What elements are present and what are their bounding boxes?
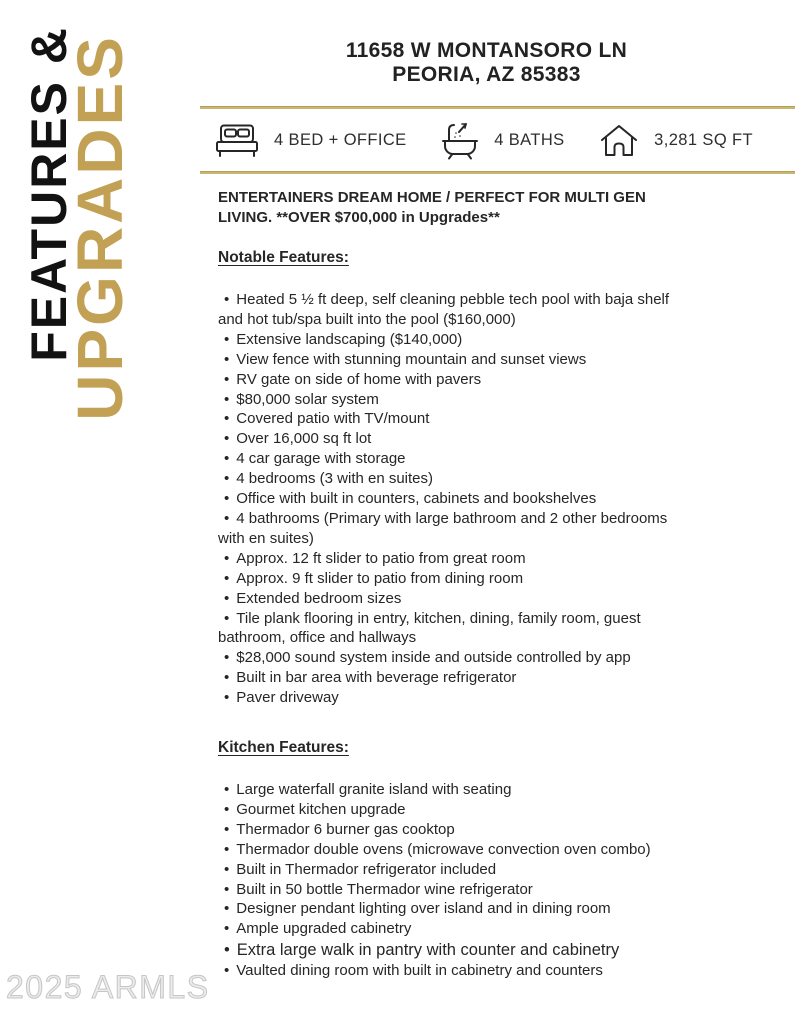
address-city: PEORIA, AZ 85383 (392, 63, 581, 86)
kitchen-features-heading: Kitchen Features: (218, 739, 349, 757)
intro-headline: ENTERTAINERS DREAM HOME / PERFECT FOR MULTI GEN LIVING. **OVER $700,000 in Upgrades** (218, 189, 646, 226)
feature-item: • $80,000 solar system (218, 390, 683, 410)
feature-item: • Approx. 9 ft slider to patio from dining room (218, 569, 683, 589)
feature-item: • Designer pendant lighting over island and in dining room (218, 899, 683, 919)
stat-baths-label: 4 BATHS (494, 130, 565, 149)
property-address (200, 0, 795, 87)
section-kitchen-features (218, 738, 683, 981)
stat-beds-label: 4 BED + OFFICE (274, 130, 407, 149)
stats-row (200, 109, 795, 171)
feature-item: • Office with built in counters, cabinets and bookshelves (218, 489, 683, 509)
notable-features-list (218, 290, 683, 708)
feature-item: • Covered patio with TV/mount (218, 409, 683, 429)
feature-item: • Thermador double ovens (microwave convection oven combo) (218, 840, 683, 860)
feature-item: • Extensive landscaping ($140,000) (218, 330, 683, 350)
feature-item: • Built in Thermador refrigerator included (218, 860, 683, 880)
feature-item: • Extended bedroom sizes (218, 589, 683, 609)
stat-baths (441, 120, 564, 160)
feature-item: • Heated 5 ½ ft deep, self cleaning pebble tech pool with baja shelf and hot tub/spa built into the pool ($160,000) (218, 290, 683, 330)
feature-item: • 4 bedrooms (3 with en suites) (218, 469, 683, 489)
feature-item: • Thermador 6 burner gas cooktop (218, 820, 683, 840)
feature-item: • Built in bar area with beverage refrigerator (218, 668, 683, 688)
feature-item: • Approx. 12 ft slider to patio from great room (218, 549, 683, 569)
feature-item: • Ample upgraded cabinetry (218, 919, 683, 939)
feature-item: • 4 bathrooms (Primary with large bathroom and 2 other bedrooms with en suites) (218, 509, 683, 549)
address-street: 11658 W MONTANSORO LN (345, 39, 628, 62)
feature-item: • $28,000 sound system inside and outside controlled by app (218, 648, 683, 668)
stat-beds (215, 124, 407, 157)
feature-item: • View fence with stunning mountain and sunset views (218, 350, 683, 370)
feature-item: • Large waterfall granite island with seating (218, 780, 683, 800)
notable-features-heading: Notable Features: (218, 249, 349, 266)
feature-item: • Paver driveway (218, 688, 683, 708)
feature-item: • 4 car garage with storage (218, 449, 683, 469)
section-notable-features (218, 248, 683, 708)
house-icon (599, 123, 639, 158)
feature-item: • Built in 50 bottle Thermador wine refrigerator (218, 880, 683, 900)
feature-item: • Tile plank flooring in entry, kitchen, dining, family room, guest bathroom, office and hallways (218, 609, 683, 649)
feature-item: • Vaulted dining room with built in cabinetry and counters (218, 961, 683, 981)
stat-sqft-label: 3,281 SQ FT (654, 130, 753, 149)
feature-item: • Gourmet kitchen upgrade (218, 800, 683, 820)
feature-text (200, 174, 683, 981)
content-column (200, 0, 795, 981)
bed-icon (215, 124, 259, 157)
armls-watermark: 2025 ARMLS (6, 969, 210, 1005)
sidebar-title-features: FEATURES & (21, 26, 77, 362)
feature-item: • Over 16,000 sq ft lot (218, 429, 683, 449)
bath-icon (441, 120, 479, 160)
sidebar-title-upgrades: UPGRADES (64, 34, 136, 421)
feature-item: • Extra large walk in pantry with counter and cabinetry (218, 939, 683, 961)
stat-sqft (599, 123, 753, 158)
kitchen-features-list (218, 780, 683, 981)
feature-item: • RV gate on side of home with pavers (218, 370, 683, 390)
